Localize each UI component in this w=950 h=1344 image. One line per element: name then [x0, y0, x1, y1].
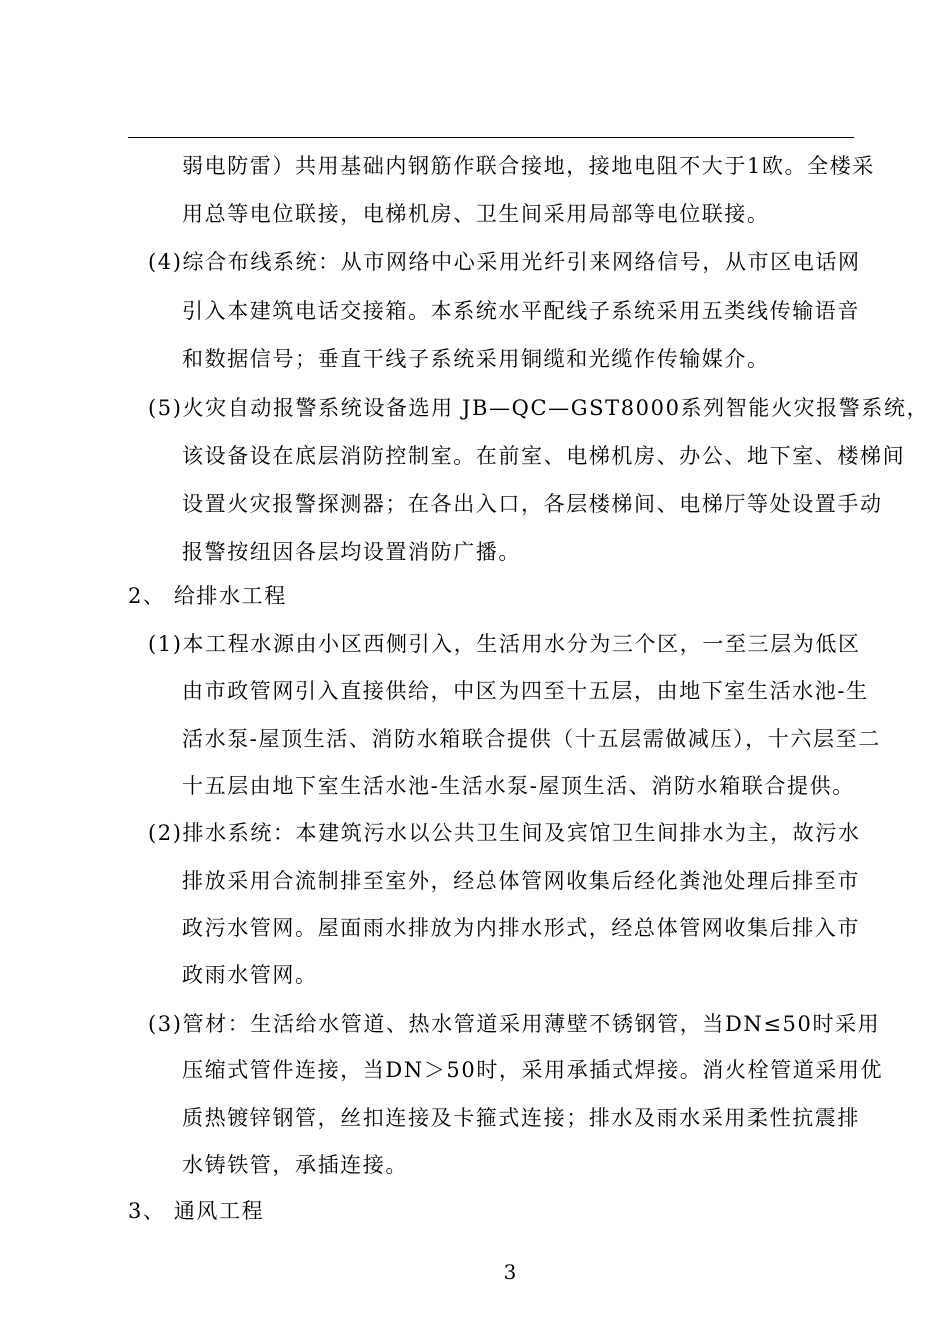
text-line: 用总等电位联接，电梯机房、卫生间采用局部等电位联接。: [182, 202, 770, 226]
text-line: 引入本建筑电话交接箱。本系统水平配线子系统采用五类线传输语音: [182, 299, 860, 323]
text-line: 设置火灾报警探测器；在各出入口，各层楼梯间、电梯厅等处设置手动: [182, 492, 883, 516]
text-line: (5)火灾自动报警系统设备选用 JB—QC—GST8000系列智能火灾报警系统，: [148, 396, 930, 420]
header-rule: [128, 137, 854, 138]
text-line: 排放采用合流制排至室外，经总体管网收集后经化粪池处理后排至市: [182, 869, 860, 893]
text-line: 政雨水管网。: [182, 963, 318, 987]
text-line: 政污水管网。屋面雨水排放为内排水形式，经总体管网收集后排入市: [182, 916, 860, 940]
text-line: 十五层由地下室生活水池-生活水泵-屋顶生活、消防水箱联合提供。: [182, 774, 855, 798]
section-heading: 3、 通风工程: [128, 1199, 265, 1223]
text-line: 活水泵-屋顶生活、消防水箱联合提供（十五层需做减压），十六层至二: [182, 727, 881, 751]
text-line: 质热镀锌钢管，丝扣连接及卡箍式连接；排水及雨水采用柔性抗震排: [182, 1106, 860, 1130]
text-line: (4)综合布线系统：从市网络中心采用光纤引来网络信号，从市区电话网: [148, 250, 861, 274]
text-line: 由市政管网引入直接供给，中区为四至十五层，由地下室生活水池-生: [182, 679, 869, 703]
text-line: 压缩式管件连接，当DN＞50时，采用承插式焊接。消火栓管道采用优: [182, 1058, 884, 1082]
text-line: (1)本工程水源由小区西侧引入，生活用水分为三个区，一至三层为低区: [148, 632, 861, 656]
text-line: 该设备设在底层消防控制室。在前室、电梯机房、办公、地下室、楼梯间: [182, 444, 906, 468]
text-line: 水铸铁管，承插连接。: [182, 1153, 408, 1177]
page-number: 3: [503, 1260, 517, 1284]
text-line: 弱电防雷）共用基础内钢筋作联合接地，接地电阻不大于1欧。全楼采: [182, 154, 875, 178]
section-heading: 2、 给排水工程: [128, 584, 287, 608]
text-line: (3)管材：生活给水管道、热水管道采用薄壁不锈钢管，当DN≤50时采用: [148, 1012, 881, 1036]
text-line: 和数据信号；垂直干线子系统采用铜缆和光缆作传输媒介。: [182, 347, 770, 371]
text-line: (2)排水系统：本建筑污水以公共卫生间及宾馆卫生间排水为主，故污水: [148, 821, 861, 845]
text-line: 报警按纽因各层均设置消防广播。: [182, 540, 521, 564]
